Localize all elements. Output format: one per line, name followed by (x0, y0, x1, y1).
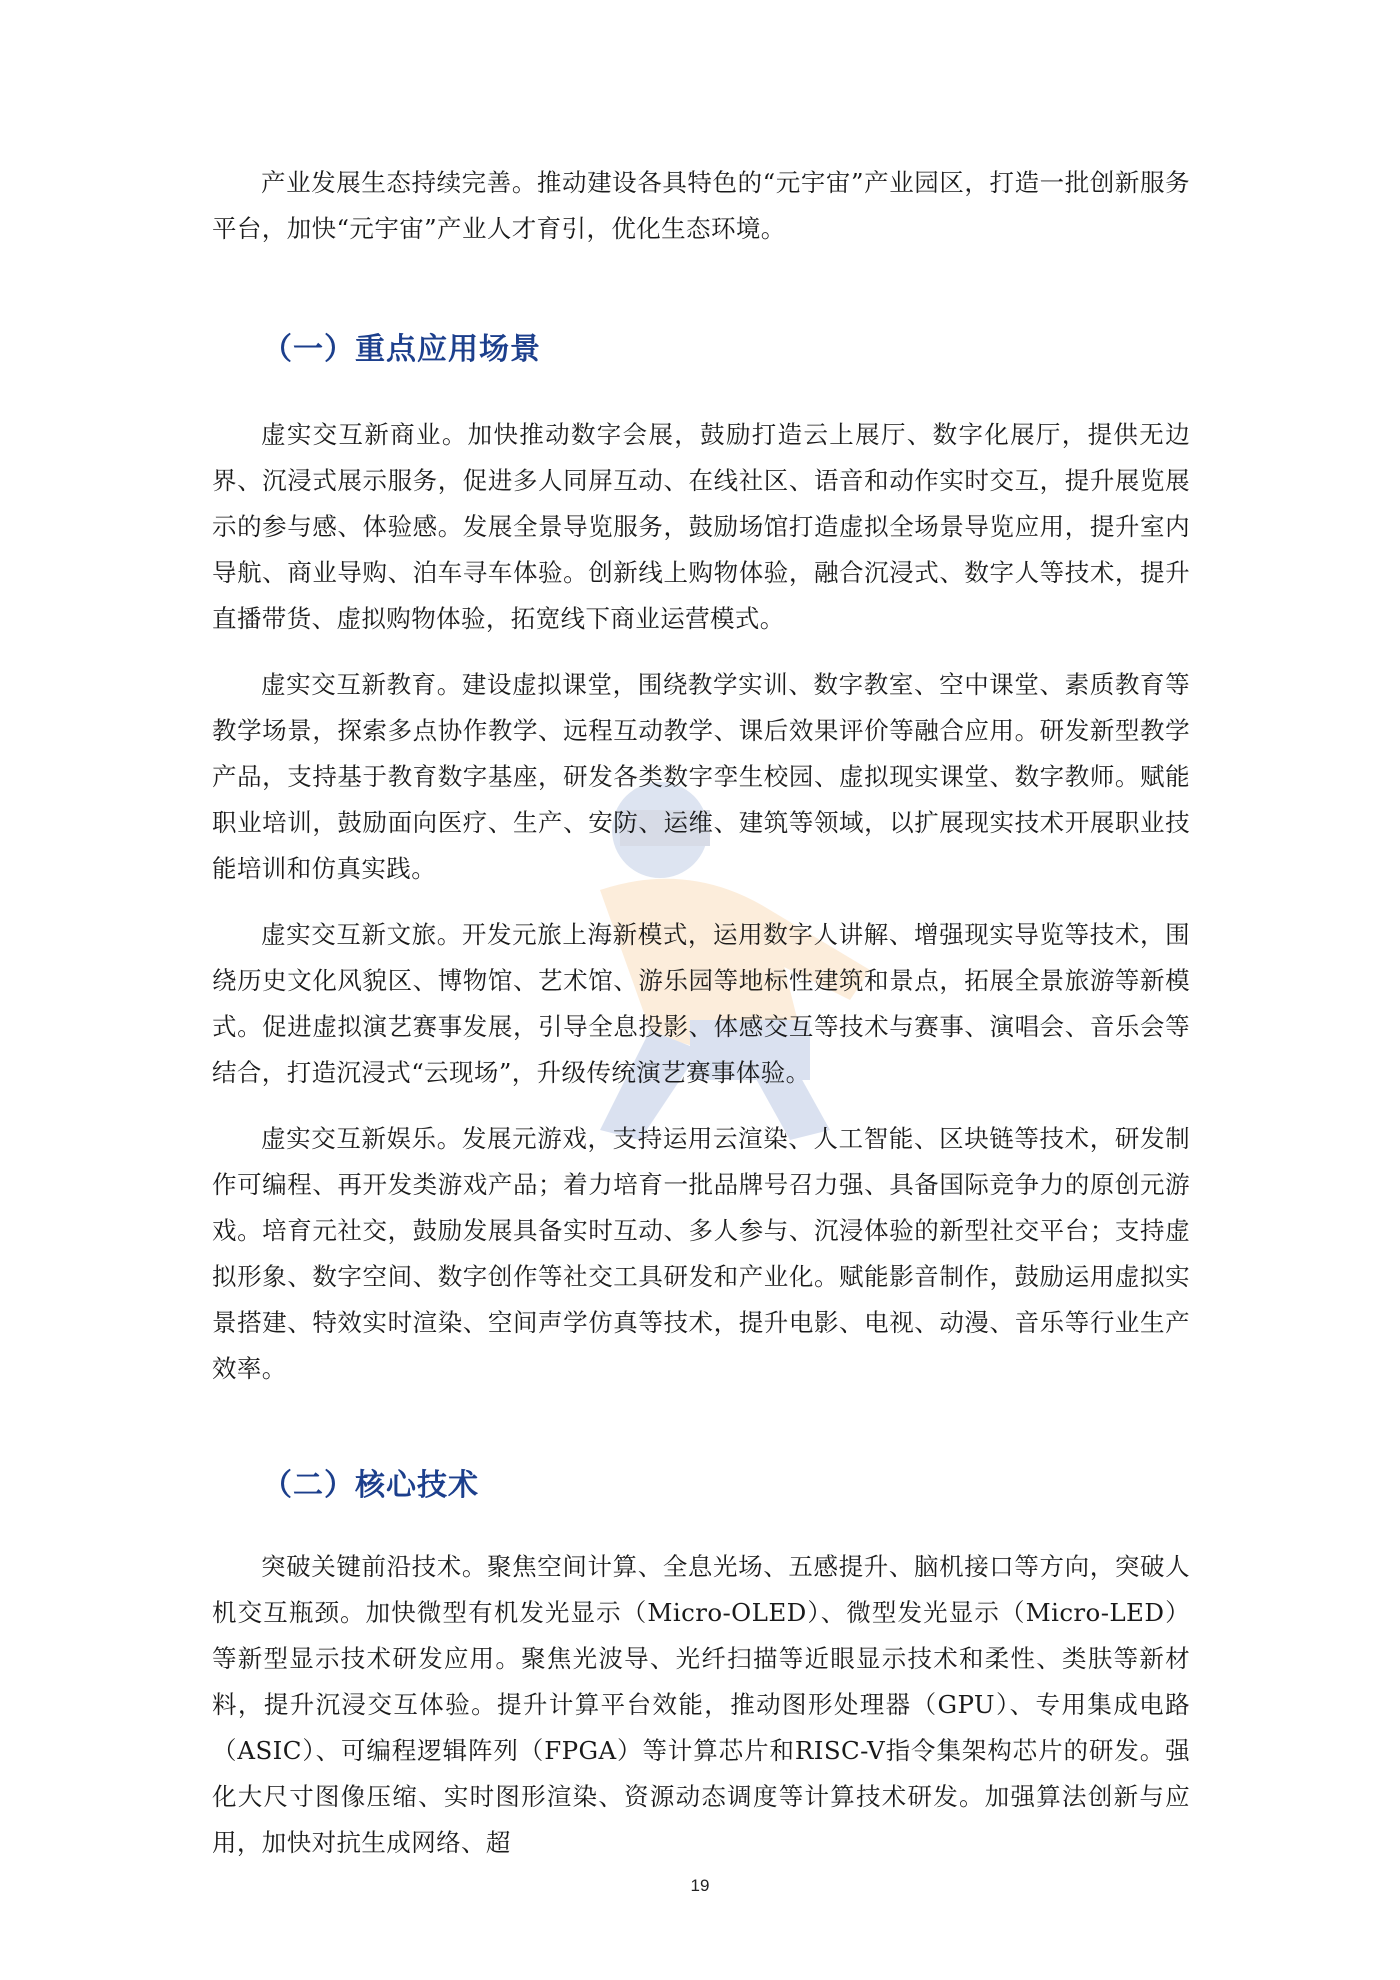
page-content (212, 160, 1190, 1866)
paragraph-frontier-tech: 突破关键前沿技术。聚焦空间计算、全息光场、五感提升、脑机接口等方向，突破人机交互瓶颈。加快微型有机发光显示（Micro-OLED）、微型发光显示（Micro-LED）等新型显示技术研发应用。聚焦光波导、光纤扫描等近眼显示技术和柔性、类肤等新材料，提升沉浸交互体验。提升计算平台效能，推动图形处理器（GPU）、专用集成电路（ASIC）、可编程逻辑阵列（FPGA）等计算芯片和RISC-V指令集架构芯片的研发。强化大尺寸图像压缩、实时图形渲染、资源动态调度等计算技术研发。加强算法创新与应用，加快对抗生成网络、超 (212, 1552, 1190, 1857)
page-number: 19 (690, 1876, 710, 1895)
paragraph-commerce: 虚实交互新商业。加快推动数字会展，鼓励打造云上展厅、数字化展厅，提供无边界、沉浸式展示服务，促进多人同屏互动、在线社区、语音和动作实时交互，提升展览展示的参与感、体验感。发展全景导览服务，鼓励场馆打造虚拟全场景导览应用，提升室内导航、商业导购、泊车寻车体验。创新线上购物体验，融合沉浸式、数字人等技术，提升直播带货、虚拟购物体验，拓宽线下商业运营模式。 (212, 420, 1190, 633)
intro-paragraph: 产业发展生态持续完善。推动建设各具特色的“元宇宙”产业园区，打造一批创新服务平台，加快“元宇宙”产业人才育引，优化生态环境。 (212, 168, 1190, 243)
paragraph-entertainment: 虚实交互新娱乐。发展元游戏，支持运用云渲染、人工智能、区块链等技术，研发制作可编程、再开发类游戏产品；着力培育一批品牌号召力强、具备国际竞争力的原创元游戏。培育元社交，鼓励发展具备实时互动、多人参与、沉浸体验的新型社交平台；支持虚拟形象、数字空间、数字创作等社交工具研发和产业化。赋能影音制作，鼓励运用虚拟实景搭建、特效实时渲染、空间声学仿真等技术，提升电影、电视、动漫、音乐等行业生产效率。 (212, 1124, 1190, 1383)
section-heading-key-scenarios: （一）重点应用场景 (262, 332, 541, 367)
section-heading-core-tech: （二）核心技术 (262, 1468, 479, 1503)
paragraph-education: 虚实交互新教育。建设虚拟课堂，围绕教学实训、数字教室、空中课堂、素质教育等教学场景，探索多点协作教学、远程互动教学、课后效果评价等融合应用。研发新型教学产品，支持基于教育数字基座，研发各类数字孪生校园、虚拟现实课堂、数字教师。赋能职业培训，鼓励面向医疗、生产、安防、运维、建筑等领域，以扩展现实技术开展职业技能培训和仿真实践。 (212, 670, 1190, 883)
paragraph-tourism: 虚实交互新文旅。开发元旅上海新模式，运用数字人讲解、增强现实导览等技术，围绕历史文化风貌区、博物馆、艺术馆、游乐园等地标性建筑和景点，拓展全景旅游等新模式。促进虚拟演艺赛事发展，引导全息投影、体感交互等技术与赛事、演唱会、音乐会等结合，打造沉浸式“云现场”，升级传统演艺赛事体验。 (212, 920, 1190, 1087)
